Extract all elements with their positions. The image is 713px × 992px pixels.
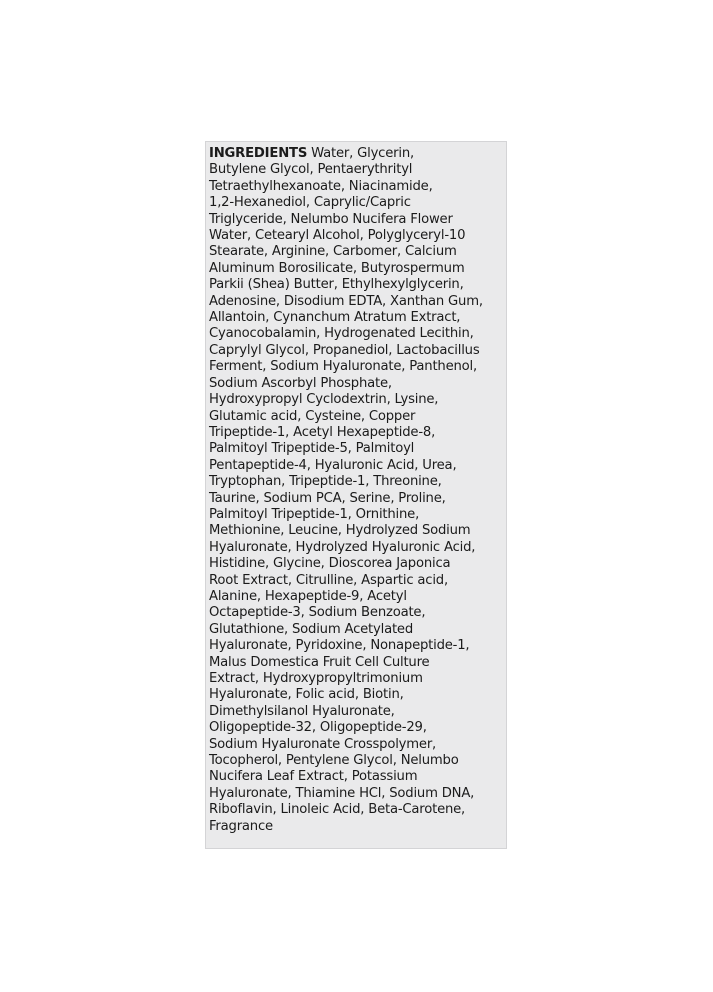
ingredients-line: Dimethylsilanol Hyaluronate, <box>209 703 395 719</box>
ingredients-line: Tripeptide-1, Acetyl Hexapeptide-8, <box>209 424 436 440</box>
ingredients-line: Tryptophan, Tripeptide-1, Threonine, <box>209 474 442 490</box>
ingredients-line: Riboflavin, Linoleic Acid, Beta-Carotene, <box>209 802 466 818</box>
ingredients-line: Hyaluronate, Folic acid, Biotin, <box>209 687 404 703</box>
ingredients-line: Alanine, Hexapeptide-9, Acetyl <box>209 588 407 604</box>
ingredients-line: Root Extract, Citrulline, Aspartic acid, <box>209 572 448 588</box>
ingredients-line: Hydroxypropyl Cyclodextrin, Lysine, <box>209 392 439 408</box>
ingredients-line: Adenosine, Disodium EDTA, Xanthan Gum, <box>209 293 483 309</box>
ingredients-line: Glutamic acid, Cysteine, Copper <box>209 408 416 424</box>
ingredients-line: Glutathione, Sodium Acetylated <box>209 621 414 637</box>
ingredients-line: Cyanocobalamin, Hydrogenated Lecithin, <box>209 326 474 342</box>
ingredients-line-text: Water, Glycerin, <box>307 146 414 161</box>
ingredients-line: Oligopeptide-32, Oligopeptide-29, <box>209 720 427 736</box>
ingredients-line: Butylene Glycol, Pentaerythrityl <box>209 162 413 178</box>
ingredients-line: Malus Domestica Fruit Cell Culture <box>209 654 430 670</box>
ingredients-line: Palmitoyl Tripeptide-5, Palmitoyl <box>209 441 415 457</box>
ingredients-line: Hyaluronate, Pyridoxine, Nonapeptide-1, <box>209 638 470 654</box>
ingredients-line: Caprylyl Glycol, Propanediol, Lactobacillus <box>209 342 480 358</box>
ingredients-line: Histidine, Glycine, Dioscorea Japonica <box>209 556 451 572</box>
ingredients-line: Extract, Hydroxypropyltrimonium <box>209 671 423 686</box>
ingredients-line: Tetraethylhexanoate, Niacinamide, <box>209 178 433 194</box>
ingredients-line: Pentapeptide-4, Hyaluronic Acid, Urea, <box>209 457 457 473</box>
ingredients-line: Stearate, Arginine, Carbomer, Calcium <box>209 244 457 260</box>
ingredients-line: Water, Cetearyl Alcohol, Polyglyceryl-10 <box>209 228 466 244</box>
ingredients-heading: INGREDIENTS <box>209 146 308 161</box>
ingredients-line: Ferment, Sodium Hyaluronate, Panthenol, <box>209 359 477 375</box>
ingredients-line: Parkii (Shea) Butter, Ethylhexylglycerin, <box>209 277 464 293</box>
ingredients-label-panel <box>205 141 507 849</box>
ingredients-line: 1,2-Hexanediol, Caprylic/Capric <box>209 195 411 211</box>
ingredients-line: Aluminum Borosilicate, Butyrospermum <box>209 260 465 276</box>
ingredients-line: Palmitoyl Tripeptide-1, Ornithine, <box>209 506 420 522</box>
ingredients-line: Tocopherol, Pentylene Glycol, Nelumbo <box>209 753 459 769</box>
ingredients-line: Taurine, Sodium PCA, Serine, Proline, <box>209 490 446 506</box>
ingredients-line: Nucifera Leaf Extract, Potassium <box>209 769 418 785</box>
ingredients-line: Methionine, Leucine, Hydrolyzed Sodium <box>209 523 471 539</box>
ingredients-line: Triglyceride, Nelumbo Nucifera Flower <box>209 211 453 227</box>
ingredients-line: Hyaluronate, Hydrolyzed Hyaluronic Acid, <box>209 539 476 555</box>
ingredients-line-1 <box>209 146 507 162</box>
ingredients-line: Sodium Hyaluronate Crosspolymer, <box>209 736 437 752</box>
ingredients-line: Allantoin, Cynanchum Atratum Extract, <box>209 310 461 326</box>
ingredients-line: Octapeptide-3, Sodium Benzoate, <box>209 605 426 621</box>
ingredients-line: Fragrance <box>209 818 273 834</box>
ingredients-line: Hyaluronate, Thiamine HCl, Sodium DNA, <box>209 785 475 801</box>
ingredients-text <box>209 146 507 835</box>
ingredients-line: Sodium Ascorbyl Phosphate, <box>209 375 392 391</box>
